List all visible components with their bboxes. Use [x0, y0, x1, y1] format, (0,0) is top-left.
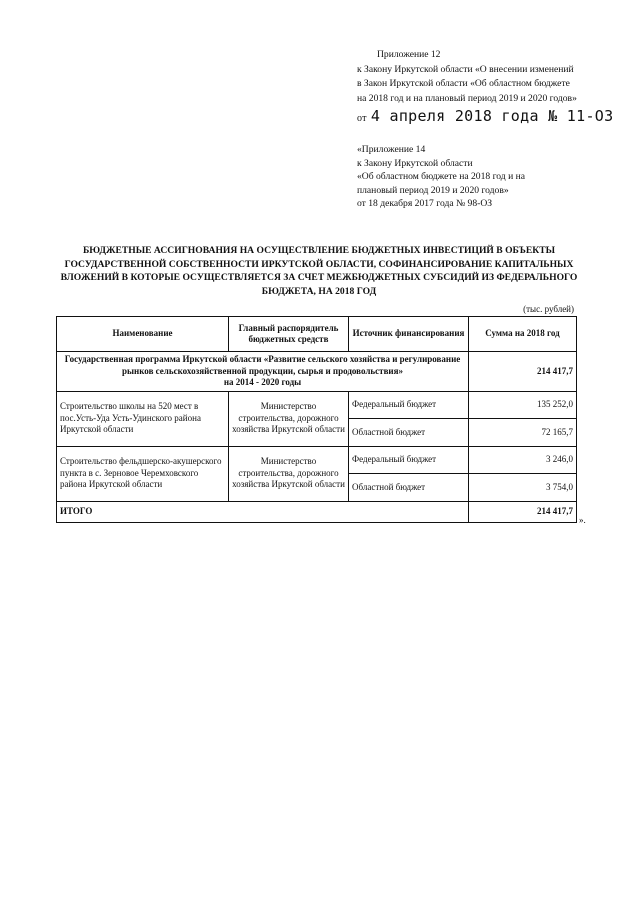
- total-label: ИТОГО: [57, 501, 469, 522]
- title-line: ГОСУДАРСТВЕННОЙ СОБСТВЕННОСТИ ИРКУТСКОЙ ОБЛАСТИ, СОФИНАНСИРОВАНИЕ КАПИТАЛЬНЫХ: [64, 258, 574, 270]
- funding-amount: 3 246,0: [469, 446, 577, 474]
- annex-14-line: плановый период 2019 и 2020 годов»: [357, 184, 509, 196]
- annex-12-law-line: к Закону Иркутской области «О внесении изменений: [357, 63, 574, 75]
- title-line: БЮДЖЕТА, НА 2018 ГОД: [261, 285, 377, 297]
- program-sum: 214 417,7: [469, 352, 577, 392]
- title-line: ВЛОЖЕНИЙ В КОТОРЫЕ ОСУЩЕСТВЛЯЕТСЯ ЗА СЧЕТ МЕЖБЮДЖЕТНЫХ СУБСИДИЙ ИЗ ФЕДЕРАЛЬНОГО: [60, 272, 578, 284]
- document-title: [58, 244, 580, 298]
- funding-amount: 72 165,7: [469, 419, 577, 447]
- funding-amount: 135 252,0: [469, 391, 577, 419]
- closing-quote-mark: ».: [579, 515, 586, 525]
- funding-source: Федеральный бюджет: [349, 446, 469, 474]
- funding-source: Областной бюджет: [349, 474, 469, 502]
- funding-source: Областной бюджет: [349, 419, 469, 447]
- total-row: [57, 501, 577, 522]
- table-row: [57, 391, 577, 419]
- funding-source: Федеральный бюджет: [349, 391, 469, 419]
- program-name-line: на 2014 - 2020 годы: [223, 377, 302, 387]
- header-source: Источник финансирования: [349, 317, 469, 352]
- annex-14-line: к Закону Иркутской области: [357, 157, 473, 169]
- object-name: Строительство школы на 520 мест в пос.Усть-Уда Усть-Удинского района Иркутской области: [57, 391, 229, 446]
- annex-14-line: от 18 декабря 2017 года № 98-ОЗ: [357, 198, 493, 209]
- program-name-line: рынков сельскохозяйственной продукции, сырья и продовольствия»: [122, 365, 403, 376]
- units-label: (тыс. рублей): [523, 304, 574, 314]
- header-sum: Сумма на 2018 год: [469, 317, 577, 352]
- program-name: [57, 352, 469, 392]
- total-sum: 214 417,7: [469, 501, 577, 522]
- funding-amount: 3 754,0: [469, 474, 577, 502]
- annex-14-header: [357, 143, 577, 211]
- annex-14-line: «Об областном бюджете на 2018 год и на: [357, 171, 526, 182]
- annex-12-law-line: на 2018 год и на плановый период 2019 и 2020 годов»: [357, 92, 577, 104]
- object-admin: Министерство строительства, дорожного хозяйства Иркутской области: [229, 446, 349, 501]
- header-admin: Главный распорядитель бюджетных средств: [229, 317, 349, 352]
- budget-table: [56, 316, 577, 523]
- table-header-row: [57, 317, 577, 352]
- stamp-prefix: от: [357, 113, 367, 124]
- annex-12-title: Приложение 12: [377, 49, 441, 60]
- annex-12-header: [357, 48, 627, 129]
- program-row: [57, 352, 577, 392]
- object-name: Строительство фельдшерско-акушерского пункта в с. Зерновое Черемховского района Иркутской области: [57, 446, 229, 501]
- title-line: БЮДЖЕТНЫЕ АССИГНОВАНИЯ НА ОСУЩЕСТВЛЕНИЕ БЮДЖЕТНЫХ ИНВЕСТИЦИЙ В ОБЪЕКТЫ: [82, 245, 556, 256]
- annex-14-line: «Приложение 14: [357, 144, 426, 155]
- header-name: Наименование: [57, 317, 229, 352]
- object-admin: Министерство строительства, дорожного хозяйства Иркутской области: [229, 391, 349, 446]
- table-row: [57, 446, 577, 474]
- stamp-date: 4 апреля 2018 года № 11-ОЗ: [370, 107, 614, 125]
- program-name-line: Государственная программа Иркутской области «Развитие сельского хозяйства и регулирование: [64, 354, 461, 364]
- law-date-stamp: [357, 106, 627, 129]
- annex-12-law-line: в Закон Иркутской области «Об областном бюджете: [357, 78, 570, 89]
